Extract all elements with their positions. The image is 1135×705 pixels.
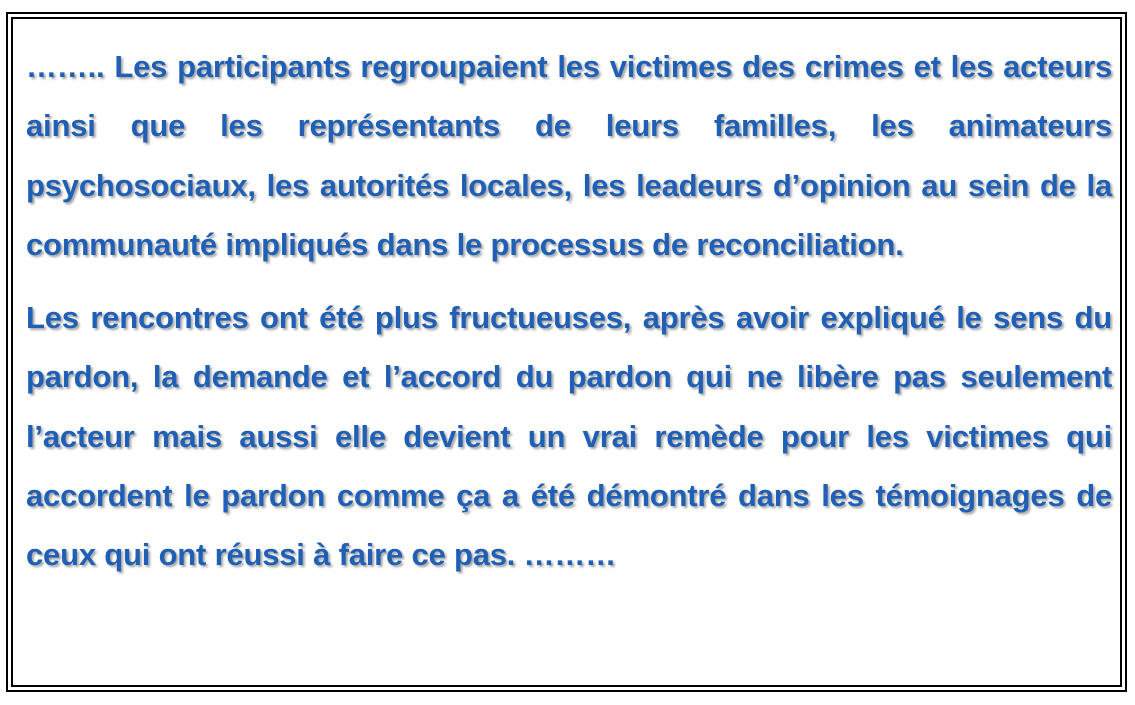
paragraph-participants: …….. Les participants regroupaient les victimes des crimes et les acteurs ainsi que les représentants de leurs familles, les animateurs psychosociaux, les autorités locales, les leadeurs d’opinion au sein de la communauté impliqués dans le processus de reconciliation. — [26, 49, 1112, 262]
paragraph-rencontres: Les rencontres ont été plus fructueuses, après avoir expliqué le sens du pardon, la demande et l’accord du pardon qui ne libère pas seulement l’acteur mais aussi elle devient un vrai remède pour les victimes qui accordent le pardon comme ça a été démontré dans les témoignages de ceux qui ont réussi à faire ce pas. ……… — [26, 300, 1112, 573]
text-box-inner-border — [11, 17, 1122, 687]
text-box-outer-border — [6, 12, 1127, 692]
